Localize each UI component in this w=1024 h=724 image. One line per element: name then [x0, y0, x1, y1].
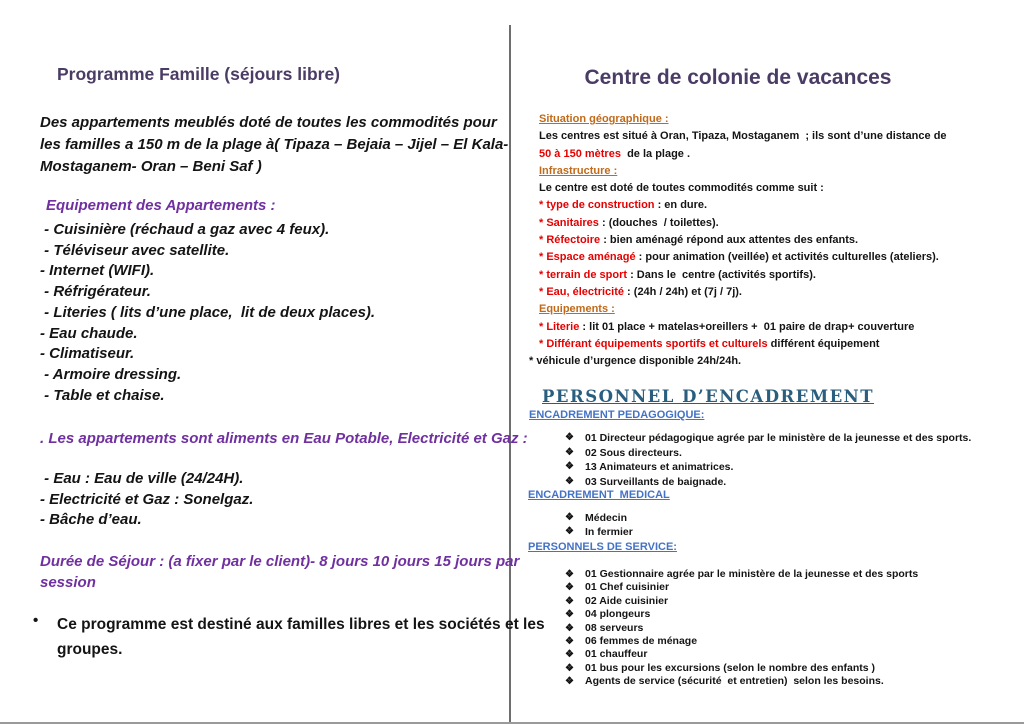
infrastructure-item-text: : bien aménagé répond aux attentes des enfants. [600, 234, 859, 247]
pedagogic-item [565, 460, 971, 475]
pedagogic-list [565, 431, 971, 490]
infrastructure-item-text: : Dans le centre (activités sportifs). [627, 268, 816, 281]
utilities-item: - Eau : Eau de ville (24/24H). [40, 470, 244, 487]
service-item [565, 581, 918, 594]
geo-distance: 50 à 150 mètres [539, 147, 621, 160]
pedagogic-item-text: 01 Directeur pédagogique agrée par le ministère de la jeunesse et des sports. [585, 432, 972, 444]
left-note: Ce programme est destiné aux familles libres et les sociétés et les groupes. [57, 616, 545, 658]
pedagogic-item-text: 02 Sous directeurs. [585, 446, 682, 459]
duration-heading: Durée de Séjour : (a fixer par le client)- 8 jours 10 jours 15 jours par session [40, 553, 520, 591]
pedagogic-item-text: 03 Surveillants de baignade. [585, 476, 727, 489]
infrastructure-item-label: * Eau, électricité [539, 285, 624, 298]
service-item-text: 02 Aide cuisinier [585, 594, 669, 607]
right-title: Centre de colonie de vacances [584, 66, 892, 89]
service-list [565, 568, 918, 689]
left-title: Programme Famille (séjours libre) [57, 64, 341, 84]
equipements-item-text: : lit 01 place + matelas+oreillers + 01 paire de drap+ couverture [579, 320, 915, 333]
diamond-bullet-icon: ❖ [565, 461, 574, 473]
infrastructure-item-label: * Espace aménagé [539, 251, 636, 264]
vehicle-line: * véhicule d’urgence disponible 24h/24h. [529, 355, 742, 368]
equipment-item: - Réfrigérateur. [40, 283, 151, 301]
utilities-item: - Electricité et Gaz : Sonelgaz. [40, 490, 254, 508]
left-intro-paragraph: Des appartements meublés doté de toutes les commodités pour les familles a 150 m de la plage à( Tipaza – Bejaia – Jijel – El Kala- Mostaganem- Oran – Beni Saf ) [40, 114, 509, 175]
pedagogic-item [565, 446, 971, 461]
service-item-text: Agents de service (sécurité et entretien) selon les besoins. [585, 675, 884, 688]
equipment-item: - Eau chaude. [40, 324, 138, 342]
medical-item [565, 525, 633, 539]
medical-item-text: Médecin [585, 512, 628, 524]
pedagogic-item [565, 475, 971, 490]
infrastructure-item-label: * terrain de sport [539, 268, 628, 281]
diamond-bullet-icon: ❖ [565, 512, 574, 523]
medical-item [565, 511, 633, 525]
diamond-bullet-icon: ❖ [565, 622, 574, 634]
infrastructure-item [539, 249, 947, 266]
service-item [565, 662, 918, 675]
service-item [565, 608, 918, 621]
service-item [565, 595, 918, 608]
geo-line1: Les centres est situé à Oran, Tipaza, Mostaganem ; ils sont d’une distance de [539, 130, 947, 143]
equipment-item: - Cuisinière (réchaud a gaz avec 4 feux). [40, 221, 330, 238]
equipements-item [539, 319, 947, 336]
diamond-bullet-icon: ❖ [565, 662, 574, 674]
pedagogic-item-text: 13 Animateurs et animatrices. [585, 461, 734, 474]
note-bullet-icon: • [33, 612, 39, 629]
equipment-heading: Equipement des Appartements : [46, 197, 276, 214]
medical-item-text: In fermier [585, 526, 633, 538]
equipements-item-text: différent équipement [767, 337, 880, 350]
equipements-list [539, 319, 947, 354]
infrastructure-item [539, 267, 947, 284]
diamond-bullet-icon: ❖ [565, 526, 574, 537]
utilities-item: - Bâche d’eau. [40, 511, 142, 528]
infrastructure-item-label: * Réfectoire [539, 234, 601, 247]
infrastructure-intro: Le centre est doté de toutes commodités comme suit : [539, 182, 824, 195]
service-item [565, 622, 918, 635]
service-item-text: 01 Gestionnaire agrée par le ministère de la jeunesse et des sports [585, 568, 919, 580]
infrastructure-item-label: * Sanitaires [539, 216, 599, 229]
equipment-list [40, 220, 375, 406]
infrastructure-list [539, 197, 947, 301]
infrastructure-item [539, 215, 947, 232]
diamond-bullet-icon: ❖ [565, 432, 574, 443]
geo-line2-rest: de la plage . [620, 147, 691, 160]
service-item [565, 648, 918, 661]
infrastructure-heading: Infrastructure : [539, 164, 618, 177]
diamond-bullet-icon: ❖ [565, 595, 574, 607]
diamond-bullet-icon: ❖ [565, 636, 574, 648]
equipment-item: - Table et chaise. [40, 386, 165, 404]
service-item [565, 675, 918, 688]
service-item [565, 635, 918, 648]
service-item-text: 01 chauffeur [585, 648, 648, 661]
utilities-list [40, 469, 253, 531]
infrastructure-item-text: : (douches / toilettes). [598, 216, 719, 229]
personnel-heading: PERSONNEL D’ENCADREMENT [542, 387, 875, 406]
service-item-text: 01 bus pour les excursions (selon le nombre des enfants ) [585, 661, 875, 674]
diamond-bullet-icon: ❖ [565, 676, 574, 688]
equipements-item [539, 336, 947, 353]
pedagogic-heading: ENCADREMENT PEDAGOGIQUE: [529, 409, 705, 421]
infrastructure-item [539, 232, 947, 249]
service-item-text: 01 Chef cuisinier [585, 581, 670, 594]
infrastructure-item-label: * type de construction [539, 199, 655, 212]
service-item-text: 06 femmes de ménage [585, 635, 698, 648]
diamond-bullet-icon: ❖ [565, 569, 574, 580]
equipements-item-label: * Literie [539, 320, 580, 333]
service-heading: PERSONNELS DE SERVICE: [528, 541, 677, 553]
equipment-item: - Climatiseur. [40, 345, 135, 363]
diamond-bullet-icon: ❖ [565, 446, 574, 458]
diamond-bullet-icon: ❖ [565, 609, 574, 621]
center-info-block [529, 111, 947, 370]
infrastructure-item-text: : (24h / 24h) et (7j / 7j). [624, 285, 742, 298]
diamond-bullet-icon: ❖ [565, 649, 574, 661]
medical-heading: ENCADREMENT MEDICAL [528, 489, 670, 501]
infrastructure-item [539, 197, 947, 214]
service-item-text: 08 serveurs [585, 621, 644, 634]
infrastructure-item-text: : pour animation (veillée) et activités culturelles (ateliers). [635, 251, 939, 264]
pedagogic-item [565, 431, 971, 446]
service-item [565, 568, 918, 581]
geo-line2 [539, 146, 947, 163]
equipment-item: - Literies ( lits d’une place, lit de deux places). [40, 303, 376, 321]
geo-heading: Situation géographique : [539, 113, 669, 125]
medical-list [565, 511, 633, 539]
diamond-bullet-icon: ❖ [565, 582, 574, 594]
infrastructure-item-text: : en dure. [654, 199, 708, 212]
equipment-item: - Téléviseur avec satellite. [40, 241, 230, 259]
infrastructure-item [539, 284, 947, 301]
equipment-item: - Armoire dressing. [40, 365, 182, 383]
diamond-bullet-icon: ❖ [565, 476, 574, 488]
service-item-text: 04 plongeurs [585, 608, 651, 621]
utilities-heading: . Les appartements sont aliments en Eau Potable, Electricité et Gaz : [40, 430, 528, 447]
equipements-heading: Equipements : [539, 303, 615, 316]
equipment-item: - Internet (WIFI). [40, 262, 155, 280]
equipements-item-label: * Différant équipements sportifs et culturels [539, 337, 768, 350]
